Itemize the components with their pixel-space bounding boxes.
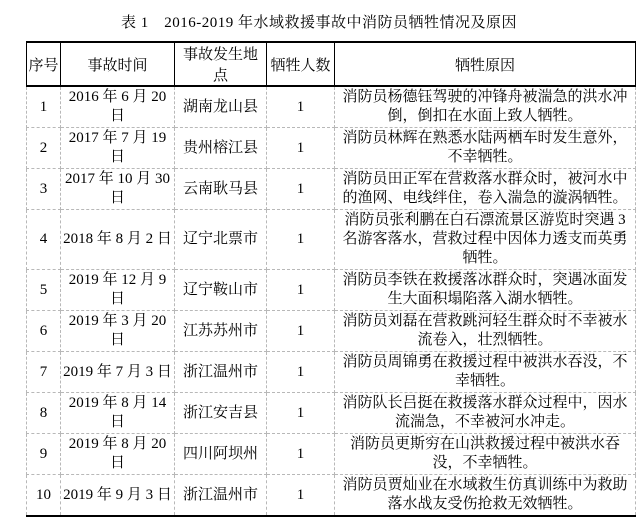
accident-date-cell: 2018 年 8 月 2 日 [61, 210, 175, 270]
cause-cell: 消防员张利鹏在白石漂流景区游览时突遇 3 名游客落水，营救过程中因体力透支而英勇牺牲。 [335, 210, 636, 270]
accident-location-cell: 湖南龙山县 [175, 86, 267, 128]
accident-location-cell: 辽宁鞍山市 [175, 270, 267, 311]
table-row [27, 352, 636, 393]
row-number-cell: 5 [27, 270, 61, 311]
table-row [27, 128, 636, 169]
accident-location-cell: 贵州榕江县 [175, 128, 267, 169]
accident-date-cell: 2017 年 7 月 19 日 [61, 128, 175, 169]
row-number-cell: 3 [27, 169, 61, 210]
row-number-cell: 4 [27, 210, 61, 270]
accident-location-cell: 浙江温州市 [175, 352, 267, 393]
row-number-cell: 9 [27, 434, 61, 475]
cause-cell: 消防队长吕挺在救援落水群众过程中，因水流湍急，不幸被河水冲走。 [335, 393, 636, 434]
table-row [27, 434, 636, 475]
accident-location-cell: 云南耿马县 [175, 169, 267, 210]
accident-location-cell: 浙江温州市 [175, 475, 267, 517]
column-header-cause: 牺牲原因 [335, 42, 636, 86]
cause-cell: 消防员林辉在熟悉水陆两栖车时发生意外，不幸牺牲。 [335, 128, 636, 169]
table-row [27, 311, 636, 352]
accident-date-cell: 2017 年 10 月 30 日 [61, 169, 175, 210]
column-header-location: 事故发生地点 [175, 42, 267, 86]
table-row [27, 169, 636, 210]
row-number-cell: 10 [27, 475, 61, 517]
column-header-date: 事故时间 [61, 42, 175, 86]
deaths-count-cell: 1 [267, 352, 335, 393]
row-number-cell: 8 [27, 393, 61, 434]
column-header-no: 序号 [27, 42, 61, 86]
table-row [27, 210, 636, 270]
cause-cell: 消防员刘磊在营救跳河轻生群众时不幸被水流卷入，壮烈牺牲。 [335, 311, 636, 352]
accident-date-cell: 2016 年 6 月 20 日 [61, 86, 175, 128]
accident-location-cell: 浙江安吉县 [175, 393, 267, 434]
accident-date-cell: 2019 年 7 月 3 日 [61, 352, 175, 393]
accident-location-cell: 四川阿坝州 [175, 434, 267, 475]
casualty-table [26, 41, 636, 517]
cause-cell: 消防员周锦勇在救援过程中被洪水吞没，不幸牺牲。 [335, 352, 636, 393]
accident-date-cell: 2019 年 12 月 9 日 [61, 270, 175, 311]
deaths-count-cell: 1 [267, 86, 335, 128]
deaths-count-cell: 1 [267, 393, 335, 434]
header-row [27, 42, 636, 86]
accident-date-cell: 2019 年 8 月 14 日 [61, 393, 175, 434]
table-row [27, 270, 636, 311]
row-number-cell: 7 [27, 352, 61, 393]
column-header-deaths: 牺牲人数 [267, 42, 335, 86]
table-caption: 表 1 2016-2019 年水域救援事故中消防员牺牲情况及原因 [121, 15, 517, 31]
deaths-count-cell: 1 [267, 169, 335, 210]
accident-location-cell: 江苏苏州市 [175, 311, 267, 352]
accident-location-cell: 辽宁北票市 [175, 210, 267, 270]
row-number-cell: 2 [27, 128, 61, 169]
table-row [27, 475, 636, 517]
cause-cell: 消防员田正军在营救落水群众时，被河水中的渔网、电线绊住，卷入湍急的漩涡牺牲。 [335, 169, 636, 210]
deaths-count-cell: 1 [267, 128, 335, 169]
accident-date-cell: 2019 年 9 月 3 日 [61, 475, 175, 517]
deaths-count-cell: 1 [267, 210, 335, 270]
deaths-count-cell: 1 [267, 475, 335, 517]
table-row [27, 86, 636, 128]
row-number-cell: 1 [27, 86, 61, 128]
accident-date-cell: 2019 年 3 月 20 日 [61, 311, 175, 352]
cause-cell: 消防员李铁在救援落冰群众时，突遇冰面发生大面积塌陷落入湖水牺牲。 [335, 270, 636, 311]
row-number-cell: 6 [27, 311, 61, 352]
deaths-count-cell: 1 [267, 270, 335, 311]
table-row [27, 393, 636, 434]
deaths-count-cell: 1 [267, 434, 335, 475]
accident-date-cell: 2019 年 8 月 20 日 [61, 434, 175, 475]
cause-cell: 消防员杨德钰驾驶的冲锋舟被湍急的洪水冲倒，倒扣在水面上致人牺牲。 [335, 86, 636, 128]
cause-cell: 消防员贾灿业在水域救生仿真训练中为救助落水战友受伤抢救无效牺牲。 [335, 475, 636, 517]
cause-cell: 消防员更斯穷在山洪救援过程中被洪水吞没，不幸牺牲。 [335, 434, 636, 475]
deaths-count-cell: 1 [267, 311, 335, 352]
